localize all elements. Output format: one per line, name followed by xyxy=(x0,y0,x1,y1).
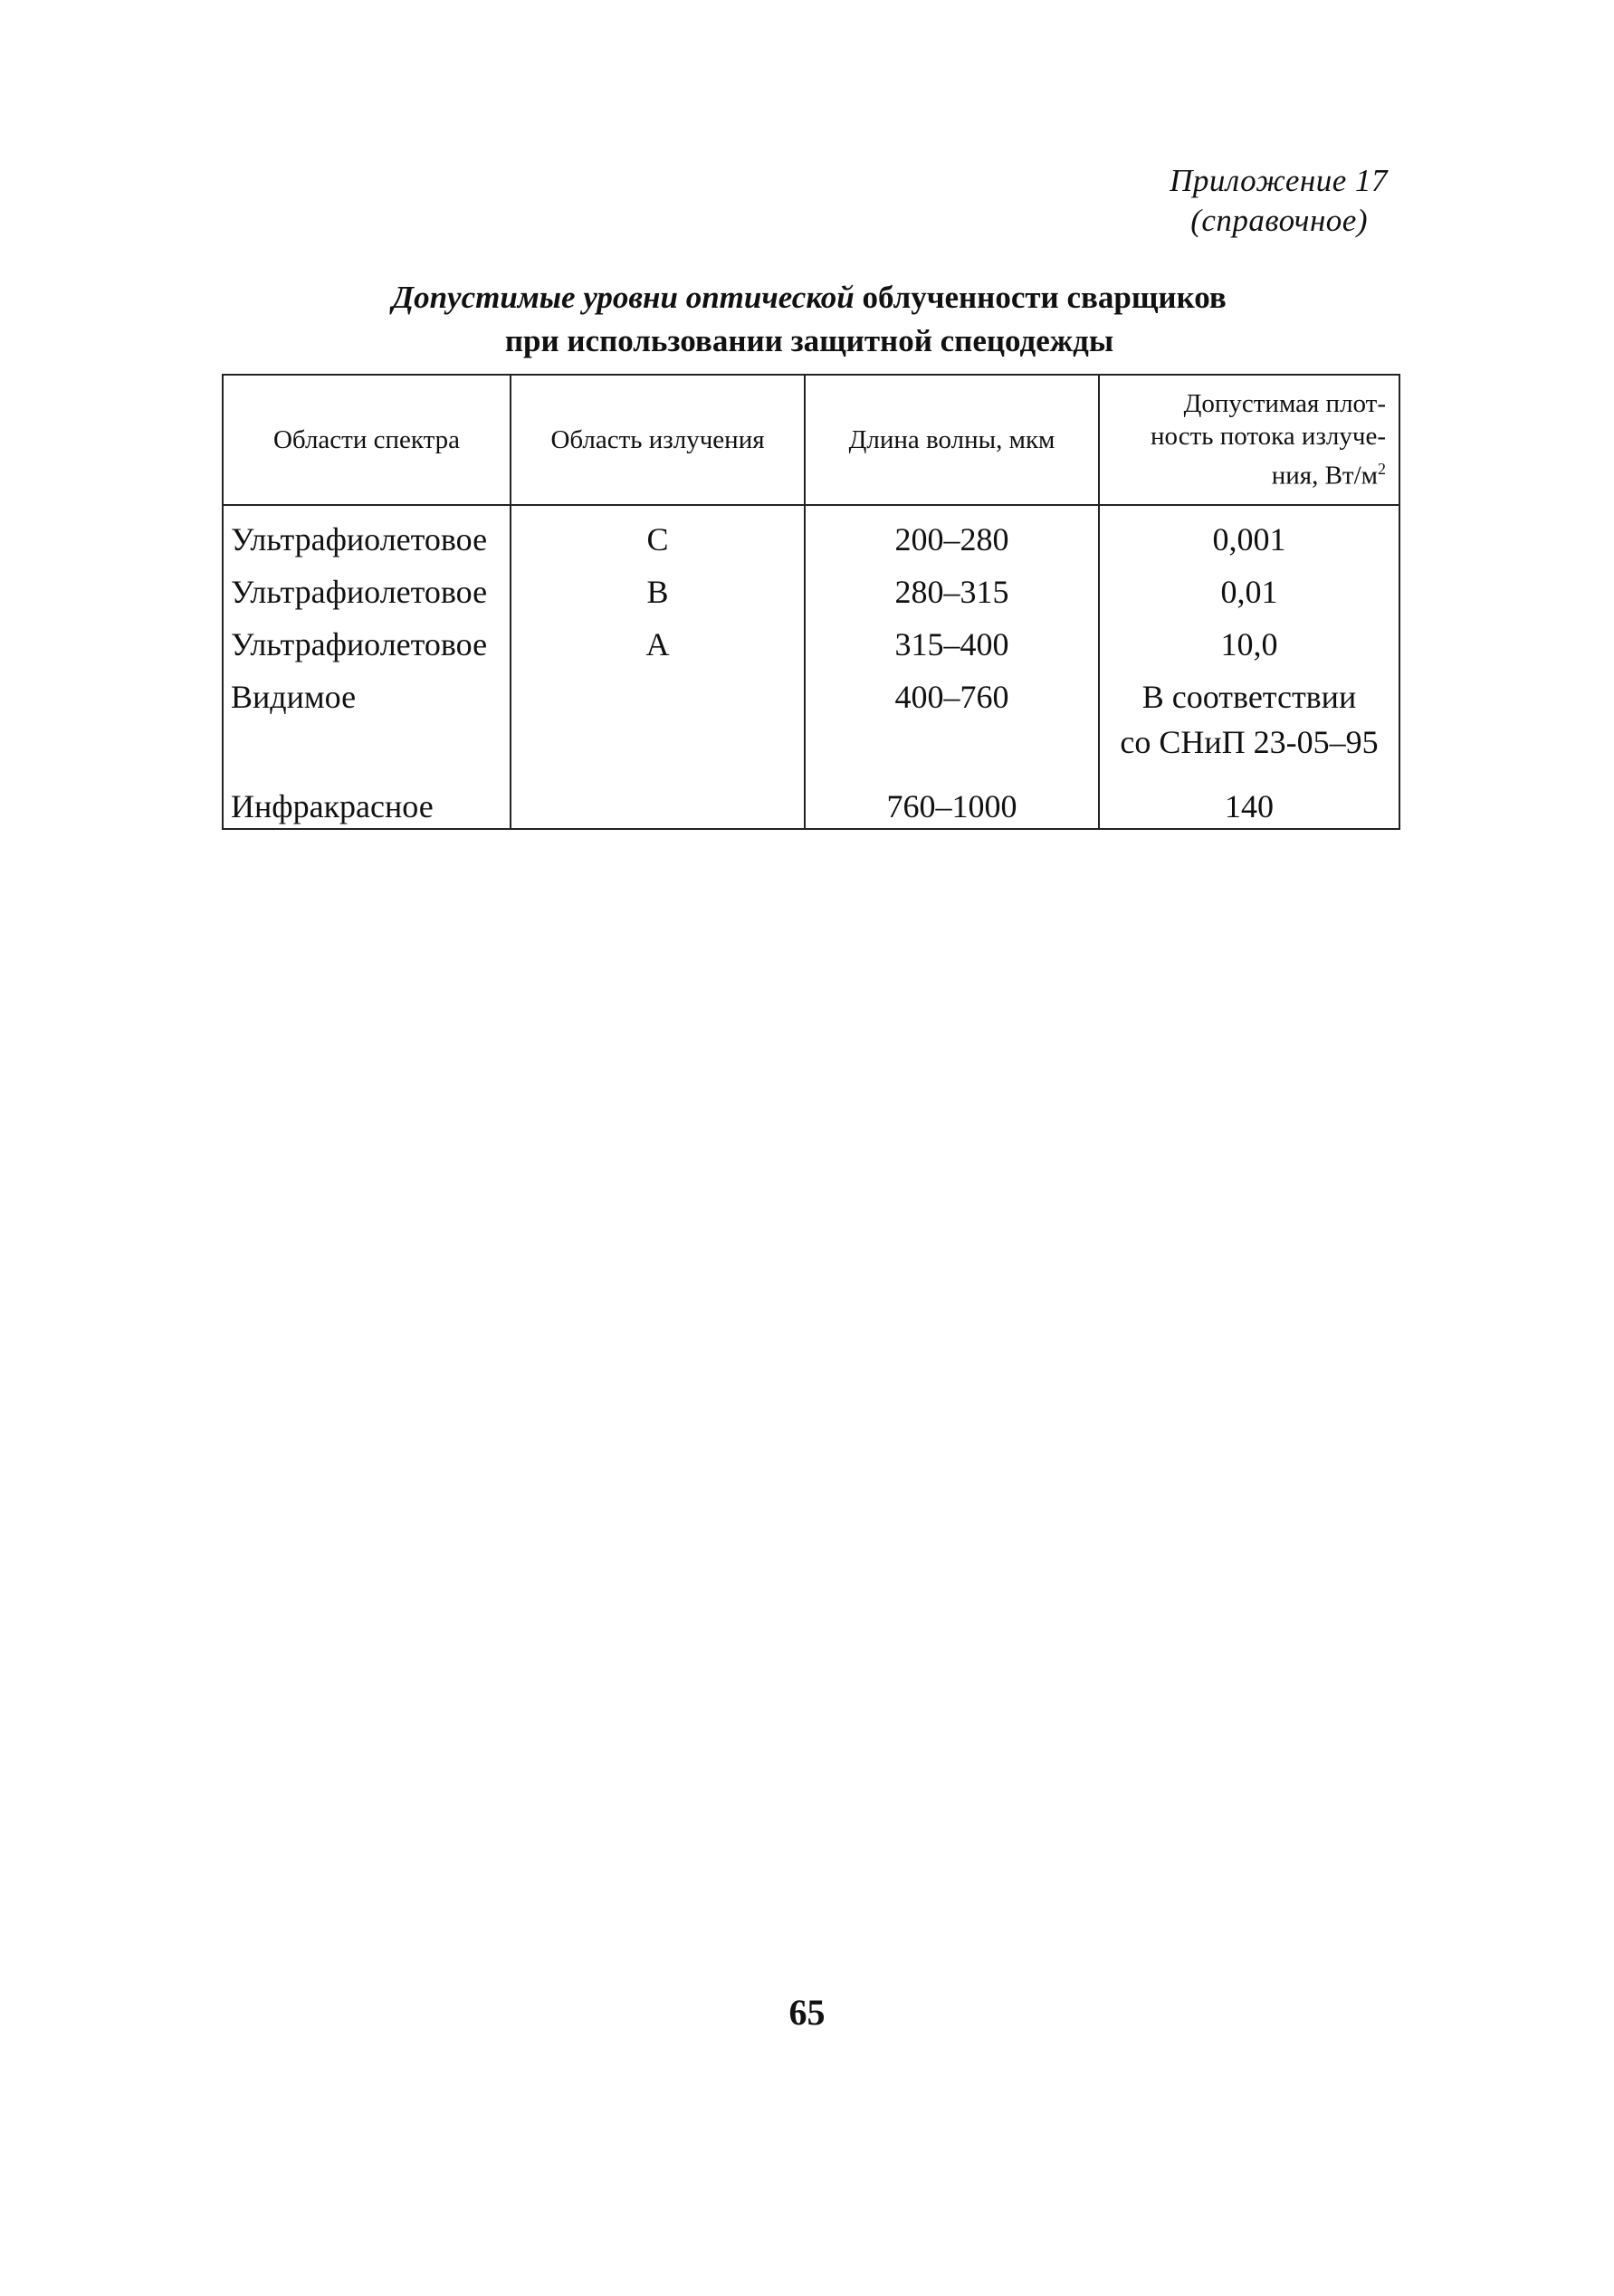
table-row xyxy=(223,671,1399,768)
table-row xyxy=(223,505,1399,566)
cell-region xyxy=(511,671,805,768)
header-region: Область излучения xyxy=(511,375,805,505)
table-row xyxy=(223,768,1399,829)
appendix-label: Приложение 17 xyxy=(1170,163,1388,198)
cell-density-line-1: В соответствии xyxy=(1141,679,1357,715)
cell-wavelength: 280–315 xyxy=(805,566,1099,618)
cell-wavelength: 400–760 xyxy=(805,671,1099,768)
cell-spectrum: Ультрафиолетовое xyxy=(223,505,511,566)
appendix-label-block xyxy=(1170,161,1388,241)
cell-wavelength: 200–280 xyxy=(805,505,1099,566)
cell-region: А xyxy=(511,618,805,671)
cell-wavelength: 760–1000 xyxy=(805,768,1099,829)
cell-region xyxy=(511,768,805,829)
cell-spectrum: Ультрафиолетовое xyxy=(223,618,511,671)
title-line-1 xyxy=(222,276,1397,319)
header-wavelength: Длина волны, мкм xyxy=(805,375,1099,505)
cell-spectrum: Ультрафиолетовое xyxy=(223,566,511,618)
cell-density-line-2: со СНиП 23-05–95 xyxy=(1120,724,1379,760)
cell-spectrum: Инфракрасное xyxy=(223,768,511,829)
header-density-unit: ния, Вт/м xyxy=(1271,461,1378,491)
cell-region: С xyxy=(511,505,805,566)
cell-spectrum: Видимое xyxy=(223,671,511,768)
cell-region: В xyxy=(511,566,805,618)
header-density-superscript: 2 xyxy=(1378,460,1386,479)
cell-density: 140 xyxy=(1099,768,1399,829)
page-number: 65 xyxy=(788,1992,826,2033)
table-row xyxy=(223,618,1399,671)
header-density-line-3 xyxy=(1107,453,1386,492)
header-spectrum: Области спектра xyxy=(223,375,511,505)
cell-density: 0,001 xyxy=(1099,505,1399,566)
header-density-line-1: Допустимая плот- xyxy=(1183,389,1386,419)
table-header-row xyxy=(223,375,1399,505)
document-title xyxy=(222,276,1397,363)
cell-density xyxy=(1099,671,1399,768)
title-line-1-emphasis: Допустимые уровни оптической xyxy=(392,280,855,315)
cell-density: 10,0 xyxy=(1099,618,1399,671)
header-density-line-2: ность потока излуче- xyxy=(1150,422,1386,452)
title-line-1-rest: облученности сварщиков xyxy=(854,280,1227,315)
cell-density: 0,01 xyxy=(1099,566,1399,618)
irradiance-table xyxy=(222,374,1400,830)
table-row xyxy=(223,566,1399,618)
appendix-note: (справочное) xyxy=(1190,203,1368,238)
cell-wavelength: 315–400 xyxy=(805,618,1099,671)
header-density xyxy=(1099,375,1399,505)
title-line-2: при использовании защитной спецодежды xyxy=(504,323,1114,358)
